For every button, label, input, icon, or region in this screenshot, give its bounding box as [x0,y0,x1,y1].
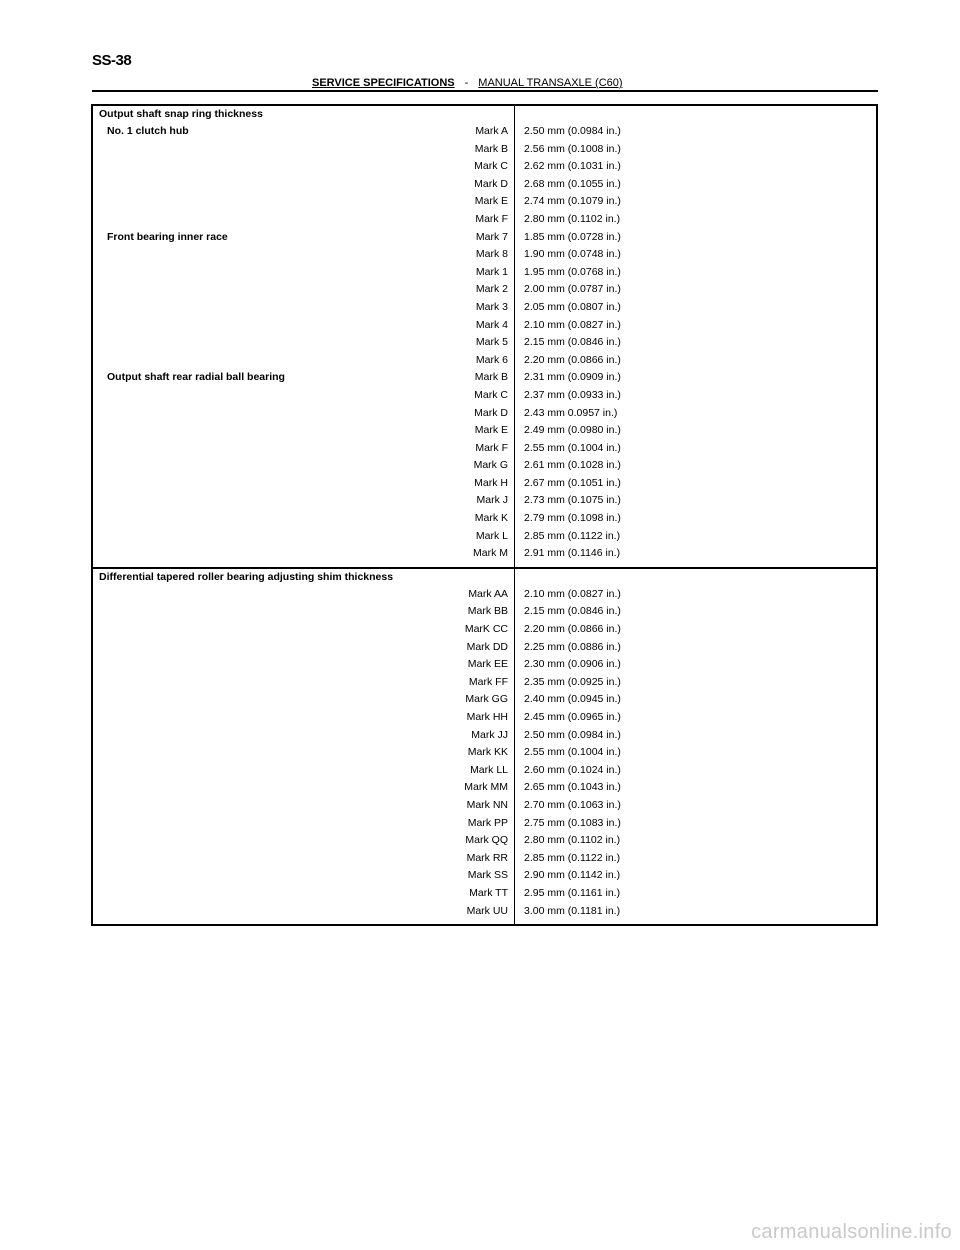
value-cell: 2.43 mm 0.0957 in.) [524,406,618,419]
header-text [312,76,623,90]
mark-cell: Mark E [474,424,508,437]
value-cell: 2.91 mm (0.1146 in.) [524,547,621,560]
value-cell: 2.10 mm (0.0827 in.) [524,318,621,331]
value-cell: 2.85 mm (0.1122 in.) [524,851,621,864]
spec-row [93,440,876,458]
mark-cell: Mark NN [466,798,508,811]
mark-cell: Mark 3 [475,300,508,313]
spec-row [93,656,876,674]
item-label: No. 1 clutch hub [107,125,189,137]
spec-row [93,264,876,282]
mark-cell: Mark F [475,441,508,454]
mark-cell: Mark 6 [475,353,508,366]
value-cell: 2.49 mm (0.0980 in.) [524,424,621,437]
mark-cell: Mark AA [468,587,508,600]
value-cell: 2.55 mm (0.1004 in.) [524,746,621,759]
spec-row [93,709,876,727]
spec-row [93,246,876,264]
value-cell: 2.75 mm (0.1083 in.) [524,816,621,829]
spec-row [93,475,876,493]
spec-row [93,369,876,387]
spec-row [93,528,876,546]
value-cell: 2.68 mm (0.1055 in.) [524,177,621,190]
mark-cell: Mark B [474,142,508,155]
value-cell: 2.74 mm (0.1079 in.) [524,195,621,208]
mark-cell: Mark MM [464,781,508,794]
mark-cell: Mark C [474,388,508,401]
value-cell: 2.31 mm (0.0909 in.) [524,371,621,384]
spec-row [93,123,876,141]
mark-cell: Mark TT [469,886,508,899]
value-cell: 3.00 mm (0.1181 in.) [524,904,621,917]
spec-row [93,815,876,833]
item-label: Front bearing inner race [107,230,228,243]
spec-row [93,317,876,335]
spec-row [93,586,876,604]
spec-row [93,603,876,621]
mark-cell: Mark K [474,512,508,525]
spec-row [93,422,876,440]
value-cell: 2.20 mm (0.0866 in.) [524,623,621,636]
value-cell: 2.73 mm (0.1075 in.) [524,494,621,507]
mark-cell: Mark D [474,406,508,419]
value-cell: 2.20 mm (0.0866 in.) [524,353,621,366]
mark-cell: Mark 2 [475,283,508,296]
value-cell: 2.50 mm (0.0984 in.) [524,125,621,137]
mark-cell: Mark G [473,459,508,472]
mark-cell: Mark SS [467,869,508,882]
value-cell: 2.30 mm (0.0906 in.) [524,658,621,671]
value-cell: 2.56 mm (0.1008 in.) [524,142,621,155]
spec-row [93,510,876,528]
mark-cell: Mark DD [466,640,508,653]
value-cell: 2.62 mm (0.1031 in.) [524,160,621,173]
spec-row [93,639,876,657]
spec-row [93,727,876,745]
mark-cell: Mark 8 [475,248,508,261]
spec-row [93,193,876,211]
section-spacer [93,920,876,924]
spec-row [93,762,876,780]
value-cell: 2.80 mm (0.1102 in.) [524,212,621,225]
spec-row [93,299,876,317]
mark-cell: Mark HH [466,711,508,723]
mark-cell: Mark LL [470,763,508,776]
mark-cell: Mark D [474,177,508,190]
mark-cell: Mark RR [466,851,508,864]
mark-cell: Mark QQ [465,834,508,847]
value-cell: 2.61 mm (0.1028 in.) [524,459,621,472]
mark-cell: Mark 5 [475,336,508,349]
spec-row [93,457,876,475]
value-cell: 2.67 mm (0.1051 in.) [524,476,621,489]
mark-cell: Mark KK [467,746,508,759]
spec-row [93,387,876,405]
spec-row [93,779,876,797]
value-cell: 2.40 mm (0.0945 in.) [524,693,621,706]
spec-section [93,106,876,567]
value-cell: 2.45 mm (0.0965 in.) [524,711,621,723]
spec-row [93,691,876,709]
page-header [92,76,878,92]
mark-cell: MarK CC [464,623,508,636]
value-cell: 2.25 mm (0.0886 in.) [524,640,621,653]
spec-row [93,158,876,176]
item-label: Output shaft rear radial ball bearing [107,371,285,384]
section-title: Differential tapered roller bearing adjusting shim thickness [99,570,394,583]
spec-row [93,229,876,247]
mark-cell: Mark C [474,160,508,173]
spec-row [93,211,876,229]
spec-row [93,674,876,692]
watermark: carmanualsonline.info [751,1221,952,1243]
mark-cell: Mark 7 [475,230,508,243]
mark-cell: Mark PP [467,816,508,829]
value-cell: 2.15 mm (0.0846 in.) [524,336,621,349]
value-cell: 2.65 mm (0.1043 in.) [524,781,621,794]
spec-row [93,492,876,510]
value-cell: 2.90 mm (0.1142 in.) [524,869,621,882]
spec-row [93,797,876,815]
value-cell: 2.85 mm (0.1122 in.) [524,529,621,542]
value-cell: 2.55 mm (0.1004 in.) [524,441,621,454]
value-cell: 2.37 mm (0.0933 in.) [524,388,621,401]
mark-cell: Mark 4 [475,318,508,331]
value-cell: 2.70 mm (0.1063 in.) [524,798,621,811]
value-cell: 2.05 mm (0.0807 in.) [524,300,621,313]
spec-row [93,832,876,850]
spec-row [93,405,876,423]
mark-cell: Mark H [474,476,508,489]
mark-cell: Mark GG [465,693,508,706]
mark-cell: Mark 1 [475,265,508,278]
header-separator: - [464,77,469,89]
mark-cell: Mark J [476,494,508,507]
value-cell: 1.90 mm (0.0748 in.) [524,248,621,261]
value-cell: 2.95 mm (0.1161 in.) [524,886,621,899]
spec-row [93,141,876,159]
header-subtitle: MANUAL TRANSAXLE (C60) [478,77,623,89]
value-cell: 2.15 mm (0.0846 in.) [524,605,621,618]
value-cell: 2.10 mm (0.0827 in.) [524,587,621,600]
spec-row [93,744,876,762]
spec-row [93,176,876,194]
mark-cell: Mark M [473,547,508,560]
mark-cell: Mark B [474,371,508,384]
mark-cell: Mark BB [467,605,508,618]
value-cell: 2.60 mm (0.1024 in.) [524,763,621,776]
mark-cell: Mark JJ [471,728,508,741]
section-title: Output shaft snap ring thickness [99,108,263,120]
value-cell: 2.50 mm (0.0984 in.) [524,728,621,741]
spec-row [93,850,876,868]
value-cell: 2.35 mm (0.0925 in.) [524,675,621,688]
mark-cell: Mark EE [467,658,508,671]
value-cell: 2.00 mm (0.0787 in.) [524,283,621,296]
value-cell: 1.85 mm (0.0728 in.) [524,230,621,243]
mark-cell: Mark A [475,125,508,137]
page-number: SS-38 [92,52,132,69]
mark-cell: Mark UU [466,904,508,917]
value-cell: 2.79 mm (0.1098 in.) [524,512,621,525]
mark-cell: Mark F [475,212,508,225]
spec-row [93,334,876,352]
mark-cell: Mark E [474,195,508,208]
spec-row [93,885,876,903]
mark-cell: Mark FF [468,675,508,688]
spec-row [93,352,876,370]
value-cell: 2.80 mm (0.1102 in.) [524,834,621,847]
spec-section [93,567,876,924]
mark-cell: Mark L [475,529,508,542]
value-cell: 1.95 mm (0.0768 in.) [524,265,621,278]
spec-row [93,903,876,921]
spec-row [93,281,876,299]
spec-row [93,867,876,885]
spec-table [91,104,878,926]
header-title: SERVICE SPECIFICATIONS [312,77,455,89]
spec-row [93,621,876,639]
spec-row [93,545,876,563]
